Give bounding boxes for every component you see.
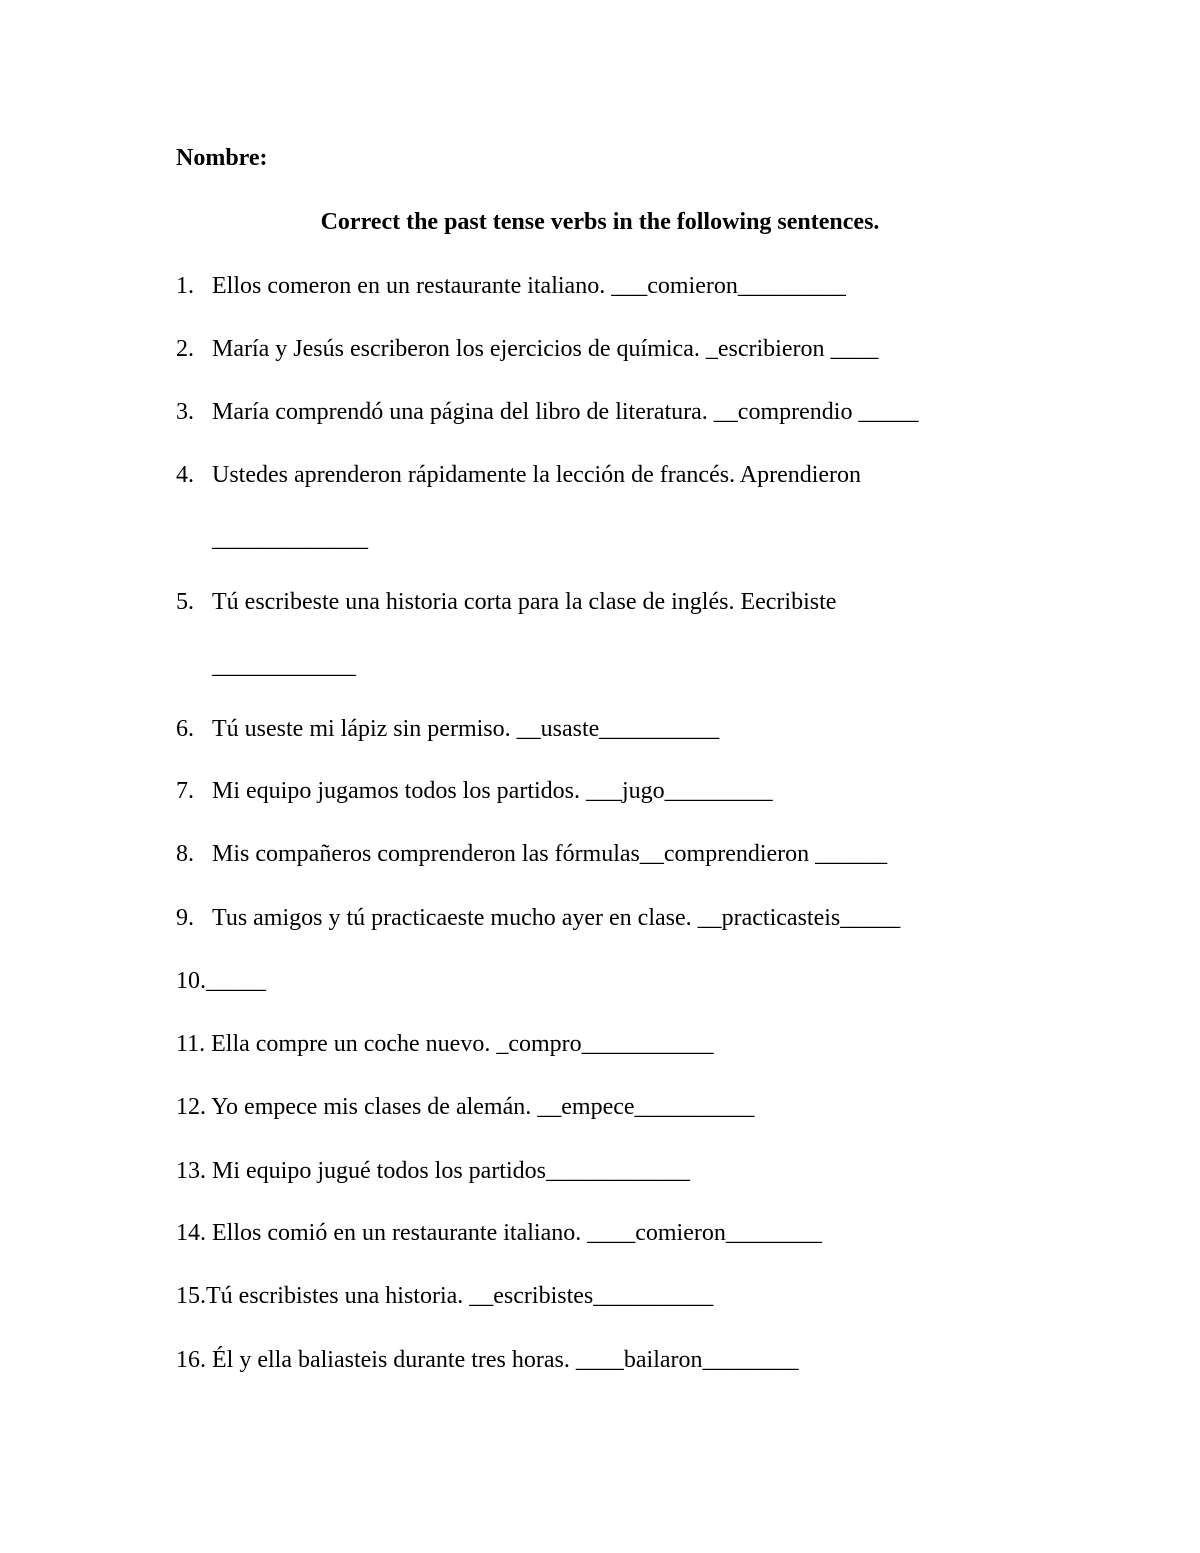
exercise-item-13 <box>176 1156 690 1186</box>
exercise-item-5 <box>176 587 836 617</box>
exercise-item-4 <box>176 460 861 490</box>
item-number: 12. <box>176 1094 206 1120</box>
instructions-heading: Correct the past tense verbs in the following sentences. <box>320 209 880 235</box>
item-text: Ustedes aprenderon rápidamente la lección de francés. Aprendieron <box>212 462 862 488</box>
item-text: Ellos comeron en un restaurante italiano. ___comieron_________ <box>212 273 846 299</box>
item-text: Ellos comió en un restaurante italiano. ____comieron________ <box>206 1220 822 1246</box>
exercise-item-10 <box>176 966 266 996</box>
exercise-item-8 <box>176 839 887 869</box>
item-text: María comprendó una página del libro de literatura. __comprendio _____ <box>212 399 919 425</box>
exercise-item-5-answer-line: ____________ <box>212 653 356 679</box>
exercise-item-9 <box>176 903 900 933</box>
item-text: _____ <box>206 968 266 994</box>
item-text: Tú escribeste una historia corta para la clase de inglés. Eecribiste <box>212 589 837 615</box>
item-text: Mis compañeros comprenderon las fórmulas__comprendieron ______ <box>212 841 888 867</box>
item-number: 15. <box>176 1283 206 1309</box>
item-text: Él y ella baliasteis durante tres horas. ____bailaron________ <box>206 1347 799 1373</box>
item-number: 8. <box>176 841 194 867</box>
item-text: Tú useste mi lápiz sin permiso. __usaste__________ <box>212 716 720 742</box>
item-number: 10. <box>176 968 206 994</box>
item-text: Tus amigos y tú practicaeste mucho ayer en clase. __practicasteis_____ <box>212 905 901 931</box>
item-number: 16. <box>176 1347 206 1373</box>
exercise-item-1 <box>176 271 846 301</box>
exercise-item-12 <box>176 1092 755 1122</box>
exercise-item-6 <box>176 714 719 744</box>
item-number: 6. <box>176 716 194 742</box>
exercise-item-4-answer-line: _____________ <box>212 526 368 552</box>
item-number: 3. <box>176 399 194 425</box>
exercise-item-15 <box>176 1281 713 1311</box>
item-number: 13. <box>176 1158 206 1184</box>
item-text: Mi equipo jugué todos los partidos____________ <box>206 1158 690 1184</box>
exercise-item-16 <box>176 1345 799 1375</box>
item-number: 4. <box>176 462 194 488</box>
item-number: 7. <box>176 778 194 804</box>
item-number: 5. <box>176 589 194 615</box>
exercise-item-7 <box>176 776 773 806</box>
exercise-item-14 <box>176 1218 822 1248</box>
exercise-item-11 <box>176 1029 714 1059</box>
exercise-item-2 <box>176 334 878 364</box>
exercise-item-3 <box>176 397 918 427</box>
item-number: 1. <box>176 273 194 299</box>
item-number: 2. <box>176 336 194 362</box>
item-number: 11. <box>176 1031 206 1057</box>
item-text: Mi equipo jugamos todos los partidos. ___jugo_________ <box>212 778 773 804</box>
item-text: Tú escribistes una historia. __escribistes__________ <box>206 1283 714 1309</box>
item-text: Ella compre un coche nuevo. _compro___________ <box>205 1031 714 1057</box>
item-number: 14. <box>176 1220 206 1246</box>
item-number: 9. <box>176 905 194 931</box>
item-text: Yo empece mis clases de alemán. __empece__________ <box>206 1094 755 1120</box>
name-label: Nombre: <box>176 145 268 171</box>
item-text: María y Jesús escriberon los ejercicios de química. _escribieron ____ <box>212 336 879 362</box>
